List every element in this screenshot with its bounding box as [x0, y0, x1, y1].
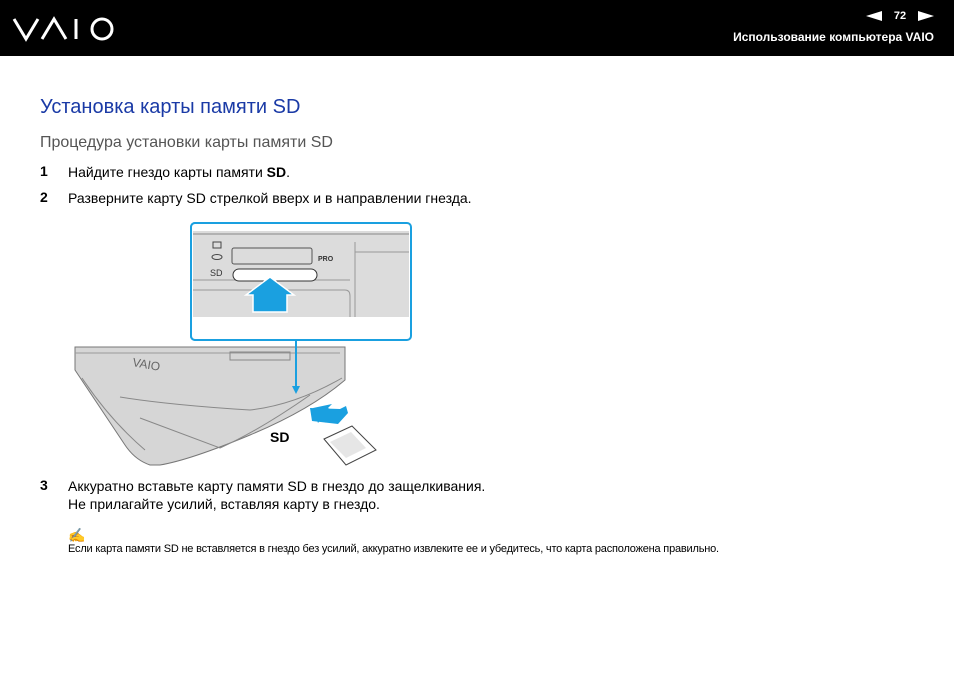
sd-card-insertion-illustration-detail — [70, 220, 420, 470]
laptop-brand-mark: VAIO — [131, 355, 162, 374]
procedure-subtitle: Процедура установки карты памяти SD — [40, 134, 333, 151]
sd-card-label: SD — [270, 429, 290, 445]
memory-stick-slot — [232, 248, 312, 264]
page-title: Установка карты памяти SD — [40, 96, 301, 118]
step-text: Найдите гнездо карты памяти SD. — [68, 164, 291, 180]
previous-page-arrow-icon[interactable] — [866, 11, 882, 21]
pro-label: PRO — [318, 256, 334, 263]
step-text: Разверните карту SD стрелкой вверх и в направлении гнезда. — [68, 190, 472, 206]
next-page-arrow-icon[interactable] — [918, 11, 934, 21]
note-text: Если карта памяти SD не вставляется в гнездо без усилий, аккуратно извлеките ее и убедитесь, что карта расположена правильно. — [68, 543, 719, 555]
sd-card-slot — [233, 269, 317, 281]
page-navigation — [866, 8, 934, 24]
step-text-line-2: Не прилагайте усилий, вставляя карту в гнездо. — [68, 496, 380, 512]
step-number: 2 — [40, 189, 48, 205]
sd-slot-label: SD — [210, 268, 223, 278]
pen-note-icon: ✍ — [68, 527, 86, 543]
page-number: 72 — [893, 10, 907, 22]
card-insert-arrow — [310, 406, 348, 424]
page-header — [0, 0, 954, 56]
step-text-line-1: Аккуратно вставьте карту памяти SD в гнездо до защелкивания. — [68, 478, 486, 494]
section-title: Использование компьютера VAIO — [733, 30, 934, 44]
step-number: 1 — [40, 163, 48, 179]
step-number: 3 — [40, 477, 48, 493]
vaio-logo — [12, 13, 122, 45]
